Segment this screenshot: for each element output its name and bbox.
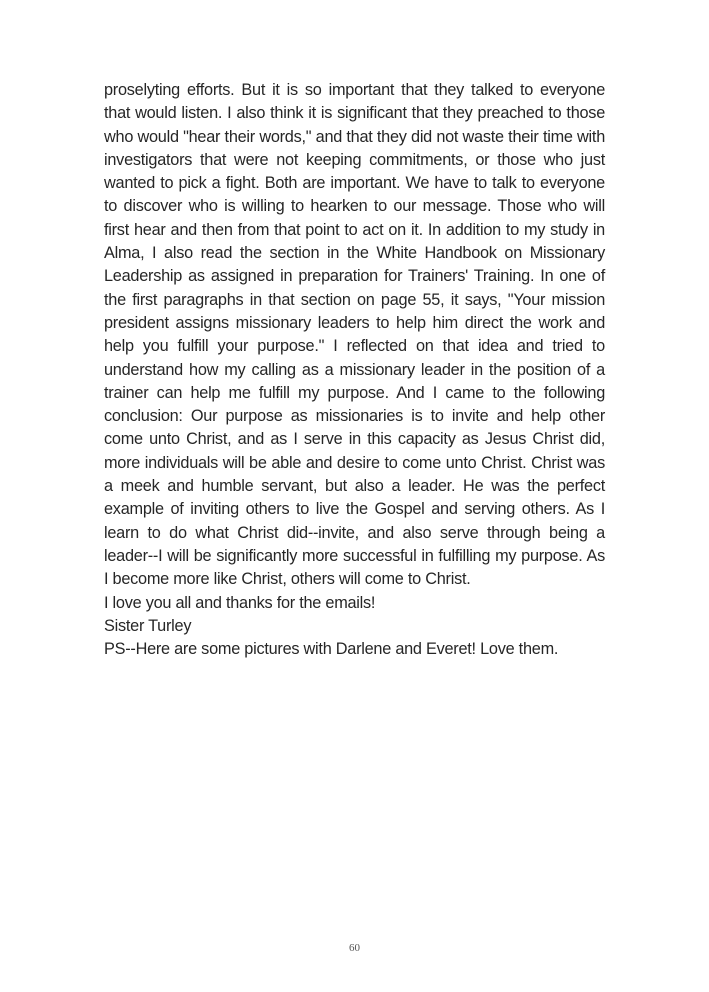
letter-text-block [104,79,605,661]
page-number: 60 [349,942,360,954]
postscript: PS--Here are some pictures with Darlene and Everet! Love them. [104,640,559,659]
closing-line: I love you all and thanks for the emails! [104,593,376,612]
body-paragraph: proselyting efforts. But it is so important that they talked to everyone that would listen. I also think it is significant that they preached to those who would "hear their words," and that they did not waste their time with investigators that were not keeping commitments, or those who just wanted to pick a fight. Both are important. We have to talk to everyone to discover who is willing to hearken to our message. Those who will first hear and then from that point to act on it. In addition to my study in Alma, I also read the section in the White Handbook on Missionary Leadership as assigned in preparation for Trainers' Training. In one of the first paragraphs in that section on page 55, it says, "Your mission president assigns missionary leaders to help him direct the work and help you fulfill your purpose." I reflected on that idea and tried to understand how my calling as a missionary leader in the position of a trainer can help me fulfill my purpose. And I came to the following conclusion: Our purpose as missionaries is to invite and help other come unto Christ, and as I serve in this capacity as Jesus Christ did, more individuals will be able and desire to come unto Christ. Christ was a meek and humble servant, but also a leader. He was the perfect example of inviting others to live the Gospel and serving others. As I learn to do what Christ did--invite, and also serve through being a leader--I will be significantly more successful in fulfilling my purpose. As I become more like Christ, others will come to Christ. [104,81,605,589]
signature: Sister Turley [104,616,192,635]
